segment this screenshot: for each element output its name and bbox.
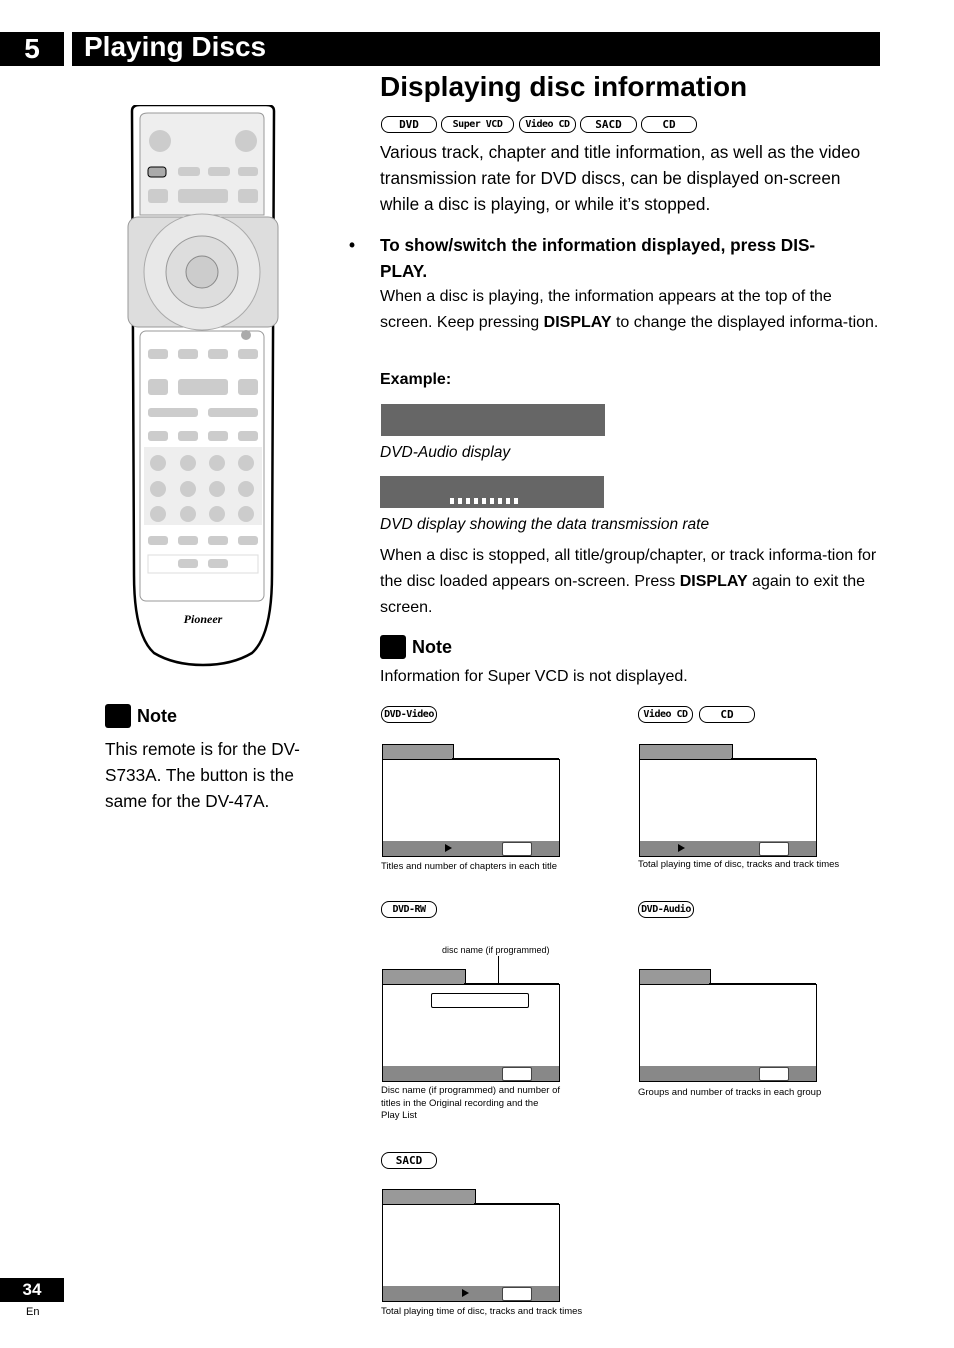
note-right-text: Information for Super VCD is not displayed. [380, 668, 688, 685]
bullet-marker: • [349, 235, 356, 255]
caption-vcd-cd-screen: Total playing time of disc, tracks and track times [638, 859, 840, 870]
screen-tab [382, 1189, 476, 1204]
caption-dvd-video-screen: Titles and number of chapters in each title [381, 861, 558, 872]
badge-cd: CD [641, 116, 697, 133]
badge-dvd-audio: DVD-Audio [638, 901, 694, 918]
intro-paragraph: Various track, chapter and title information, as well as the video transmission rate for DVD discs, can be displayed on-screen while a disc is playing, or while it’s stopped. [380, 142, 861, 214]
playing-paragraph: When a disc is playing, the information appears at the top of the screen. Keep pressing DISPLAY to change the displayed informa-tion. [380, 288, 879, 331]
remote-control-illustration [122, 105, 284, 667]
example-label: Example: [380, 371, 452, 388]
badge-video-cd-2: Video CD [638, 706, 693, 723]
play-icon [445, 844, 452, 852]
screen-sacd [382, 1204, 560, 1302]
page-number: 34 [0, 1278, 64, 1302]
play-icon [462, 1289, 469, 1297]
badge-sacd-2: SACD [381, 1152, 437, 1169]
note-icon [105, 704, 131, 728]
badge-dvd: DVD [381, 116, 437, 133]
chapter-title: Playing Discs [84, 31, 267, 62]
caption-dvd-audio-screen: Groups and number of tracks in each group [638, 1087, 822, 1098]
note-left-text: This remote is for the DV-S733A. The button is the same for the DV-47A. [105, 739, 300, 811]
bullet-heading: To show/switch the information displayed, press DIS-PLAY. [380, 235, 816, 281]
badge-cd-2: CD [699, 706, 755, 723]
callout-disc-name: disc name (if programmed) [442, 945, 550, 955]
dvd-audio-display-bar [381, 404, 605, 436]
screen-tab [639, 744, 733, 759]
stopped-paragraph: When a disc is stopped, all title/group/chapter, or track informa-tion for the disc loaded appears on-screen. Press DISPLAY again to exit the screen. [380, 547, 877, 616]
caption-dvd-rate: DVD display showing the data transmission rate [380, 516, 710, 533]
disc-name-field [431, 993, 529, 1008]
dvd-rate-display-bar [380, 476, 604, 508]
screen-dvd-video [382, 759, 560, 857]
screen-dvd-audio [639, 984, 817, 1082]
screen-dvd-rw [382, 984, 560, 1082]
rate-meter-icon [380, 476, 604, 508]
note-icon [380, 635, 406, 659]
screen-vcd-cd [639, 759, 817, 857]
caption-sacd-screen: Total playing time of disc, tracks and track times [381, 1306, 583, 1317]
play-icon [678, 844, 685, 852]
section-title: Displaying disc information [380, 71, 748, 102]
badge-video-cd: Video CD [519, 116, 576, 133]
badge-sacd: SACD [580, 116, 637, 133]
caption-dvd-rw-screen: Disc name (if programmed) and number of titles in the Original recording and the Play List [381, 1085, 560, 1121]
note-label-left: Note [137, 706, 177, 726]
badge-dvd-video: DVD-Video [381, 706, 437, 723]
screen-tab [382, 969, 466, 984]
caption-dvd-audio: DVD-Audio display [380, 444, 511, 461]
screen-tab [382, 744, 454, 759]
remote-brand-logo: Pioneer [183, 612, 223, 626]
badge-dvd-rw: DVD-RW [381, 901, 437, 918]
note-label-right: Note [412, 637, 452, 657]
language-code: En [26, 1306, 40, 1318]
chapter-number: 5 [0, 32, 64, 66]
screen-tab [639, 969, 711, 984]
badge-super-vcd: Super VCD [441, 116, 514, 133]
